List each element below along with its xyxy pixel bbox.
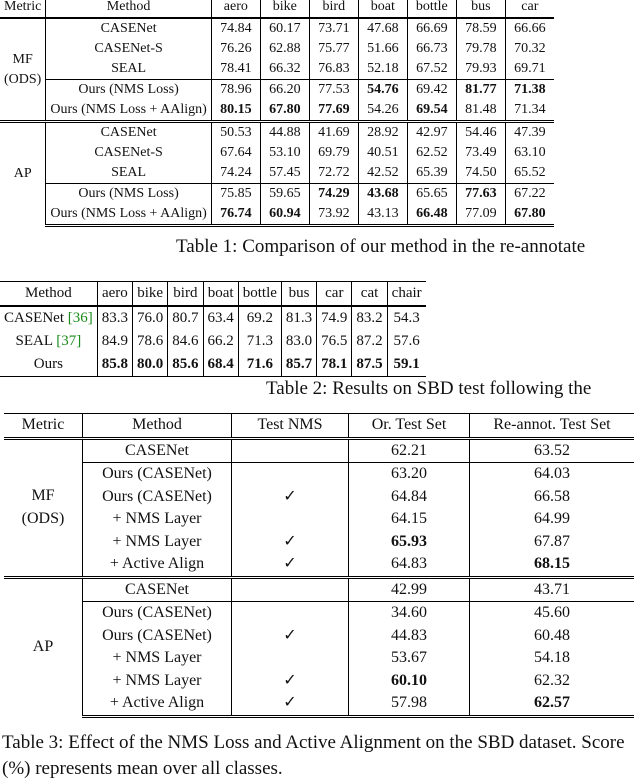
value-cell: 43.13 <box>358 204 407 226</box>
table-1-metric-cell <box>0 18 46 122</box>
citation-link[interactable]: [37] <box>56 333 82 349</box>
metric-sublabel: (ODS) <box>21 509 65 527</box>
checkmark-icon: ✓ <box>283 694 297 711</box>
value-cell: 66.66 <box>514 21 546 36</box>
value-cell: 83.2 <box>352 306 387 330</box>
table-row <box>4 463 634 486</box>
original-test-value: 53.67 <box>349 647 470 670</box>
value-cell: 51.66 <box>358 39 407 59</box>
reannotated-test-value: 43.71 <box>470 577 635 602</box>
value-cell: 70.32 <box>514 41 546 56</box>
value-cell: 74.9 <box>317 306 352 330</box>
metric-label: MF <box>12 51 33 67</box>
value-cell: 79.93 <box>456 59 505 80</box>
value-cell: 80.7 <box>168 306 203 330</box>
value-cell: 74.50 <box>456 163 505 184</box>
value-cell: 69.54 <box>407 100 456 122</box>
table-1-column-header: bike <box>260 0 309 18</box>
table-3-metric-cell <box>4 577 83 716</box>
value-cell: 71.6 <box>238 353 281 377</box>
table-1-column-header: bus <box>456 0 505 18</box>
test-nms-cell <box>232 553 349 577</box>
test-nms-cell <box>232 692 349 716</box>
method-cell: Ours (NMS Loss) <box>46 184 211 205</box>
original-test-value: 64.15 <box>349 508 470 531</box>
table-row <box>4 486 634 509</box>
value-cell: 77.53 <box>309 80 358 101</box>
value-cell: 78.1 <box>317 353 352 377</box>
table-2-column-header: Method <box>0 282 97 307</box>
value-cell: 73.92 <box>309 204 358 226</box>
value-cell: 67.52 <box>407 59 456 80</box>
method-cell: CASENet-S <box>46 39 211 59</box>
value-cell: 78.6 <box>133 330 168 353</box>
value-cell: 87.2 <box>352 330 387 353</box>
value-cell: 74.29 <box>309 184 358 205</box>
value-cell: 81.77 <box>456 80 505 101</box>
value-cell: 76.5 <box>317 330 352 353</box>
test-nms-cell <box>232 602 349 625</box>
checkmark-icon: ✓ <box>283 626 297 644</box>
value-cell: 67.22 <box>505 184 554 205</box>
metric-label: AP <box>13 166 32 182</box>
reannotated-test-value: 64.03 <box>470 463 635 486</box>
method-cell <box>0 306 97 330</box>
table-1-column-header: aero <box>211 0 260 18</box>
value-cell: 78.41 <box>211 59 260 80</box>
table-row <box>4 625 634 648</box>
table-row <box>0 204 554 226</box>
value-cell: 85.8 <box>97 353 132 377</box>
value-cell: 28.92 <box>358 122 407 144</box>
value-cell: 78.96 <box>211 80 260 101</box>
value-cell: 57.45 <box>260 163 309 184</box>
value-cell: 66.20 <box>260 80 309 101</box>
value-cell: 68.4 <box>203 353 238 377</box>
value-cell: 47.39 <box>505 122 554 144</box>
value-cell: 60.94 <box>260 204 309 226</box>
value-cell: 62.88 <box>260 39 309 59</box>
table-row <box>4 553 634 577</box>
value-cell: 76.83 <box>309 59 358 80</box>
method-cell: CASENet <box>83 438 232 463</box>
table-2-header-row <box>0 282 426 307</box>
table-1-column-header: bottle <box>407 0 456 18</box>
reannotated-test-value: 63.52 <box>534 441 570 459</box>
value-cell: 79.78 <box>456 39 505 59</box>
value-cell: 67.80 <box>505 204 554 226</box>
value-cell: 76.0 <box>133 306 168 330</box>
test-nms-cell <box>232 463 349 486</box>
original-test-value: 62.21 <box>349 438 470 463</box>
table-2-column-header: boat <box>203 282 238 307</box>
reannotated-test-value: 67.87 <box>534 532 570 550</box>
original-test-value: 64.83 <box>349 553 470 577</box>
table-3-caption: Table 3: Effect of the NMS Loss and Active Alignment on the SBD dataset. Score (%) represents mean over all classes. <box>2 732 625 779</box>
table-3-column-header: Re-annot. Test Set <box>470 414 635 439</box>
method-cell: Ours (CASENet) <box>83 625 232 648</box>
table-3-column-header: Method <box>83 414 232 439</box>
table-row <box>0 143 554 163</box>
test-nms-cell <box>232 625 349 648</box>
value-cell: 69.79 <box>309 143 358 163</box>
table-3-header-row <box>4 414 634 439</box>
value-cell: 66.73 <box>407 39 456 59</box>
method-cell: Ours (CASENet) <box>83 602 232 625</box>
reannotated-test-value: 62.32 <box>534 671 570 689</box>
table-row <box>4 508 634 531</box>
test-nms-cell <box>232 670 349 693</box>
value-cell: 65.39 <box>407 163 456 184</box>
table-row <box>0 353 426 377</box>
reannotated-test-value: 45.60 <box>470 602 635 625</box>
value-cell: 80.0 <box>133 353 168 377</box>
table-row <box>0 306 426 330</box>
method-cell: + Active Align <box>83 692 232 716</box>
table-2-column-header: cat <box>352 282 387 307</box>
value-cell: 44.88 <box>260 122 309 144</box>
table-2-caption: Table 2: Results on SBD test following the <box>266 378 592 399</box>
value-cell: 80.15 <box>211 100 260 122</box>
table-2-column-header: bird <box>168 282 203 307</box>
value-cell: 87.5 <box>352 353 387 377</box>
method-cell: Ours (CASENet) <box>83 486 232 509</box>
method-cell: CASENet <box>46 18 211 39</box>
method-cell: Ours (NMS Loss) <box>46 80 211 101</box>
value-cell: 67.64 <box>211 143 260 163</box>
table-1-column-header: car <box>505 0 554 18</box>
value-cell: 60.17 <box>260 18 309 39</box>
reannotated-test-value: 64.99 <box>534 510 570 527</box>
table-2-column-header: aero <box>97 282 132 307</box>
method-cell: + NMS Layer <box>83 670 232 693</box>
table-row <box>4 670 634 693</box>
value-cell: 42.52 <box>358 163 407 184</box>
value-cell: 67.80 <box>260 100 309 122</box>
table-row <box>4 577 634 602</box>
value-cell: 66.48 <box>407 204 456 226</box>
reannotated-test-value: 66.58 <box>534 487 570 505</box>
table-row <box>0 330 426 353</box>
metric-label: MF <box>31 487 55 504</box>
value-cell: 63.4 <box>203 306 238 330</box>
table-row <box>0 39 554 59</box>
original-test-value: 65.93 <box>349 531 470 554</box>
value-cell: 54.26 <box>358 100 407 122</box>
method-cell: SEAL <box>46 59 211 80</box>
checkmark-icon: ✓ <box>283 671 297 689</box>
value-cell: 40.51 <box>358 143 407 163</box>
table-1-column-header: Method <box>46 0 211 18</box>
table-3-column-header: Or. Test Set <box>349 414 470 439</box>
value-cell: 85.6 <box>168 353 203 377</box>
table-2 <box>0 281 426 377</box>
method-cell: SEAL <box>46 163 211 184</box>
metric-sublabel: (ODS) <box>4 71 42 87</box>
value-cell: 65.52 <box>514 165 546 180</box>
table-1-caption: Table 1: Comparison of our method in the re-annotate <box>176 236 586 257</box>
method-cell: + NMS Layer <box>83 508 232 531</box>
value-cell: 47.68 <box>358 18 407 39</box>
method-cell: CASENet-S <box>46 143 211 163</box>
value-cell: 69.42 <box>407 80 456 101</box>
value-cell: 66.2 <box>203 330 238 353</box>
table-row <box>0 122 554 144</box>
table-row <box>4 647 634 670</box>
value-cell: 76.26 <box>211 39 260 59</box>
method-name: SEAL <box>15 333 53 349</box>
citation-link[interactable]: [36] <box>67 310 93 326</box>
value-cell: 83.3 <box>97 306 132 330</box>
value-cell: 75.85 <box>211 184 260 205</box>
method-cell: Ours (CASENet) <box>83 463 232 486</box>
method-cell: CASENet <box>83 577 232 602</box>
value-cell: 54.76 <box>358 80 407 101</box>
value-cell: 76.74 <box>211 204 260 226</box>
reannotated-test-value: 60.48 <box>534 626 570 644</box>
value-cell: 81.3 <box>281 306 316 330</box>
table-1-column-header: boat <box>358 0 407 18</box>
value-cell: 71.38 <box>505 80 554 101</box>
value-cell: 43.68 <box>358 184 407 205</box>
table-row <box>0 163 554 184</box>
value-cell: 59.1 <box>387 353 425 377</box>
table-row <box>4 531 634 554</box>
value-cell: 75.77 <box>309 39 358 59</box>
value-cell: 81.48 <box>456 100 505 122</box>
original-test-value: 63.20 <box>349 463 470 486</box>
value-cell: 77.09 <box>456 204 505 226</box>
value-cell: 77.69 <box>309 100 358 122</box>
method-name: CASENet <box>4 310 64 326</box>
value-cell: 42.97 <box>407 122 456 144</box>
table-row <box>4 692 634 716</box>
table-3-column-header: Test NMS <box>232 414 349 439</box>
checkmark-icon: ✓ <box>283 487 297 505</box>
table-1 <box>0 0 554 227</box>
method-cell: + NMS Layer <box>83 647 232 670</box>
table-1-header-row <box>0 0 554 18</box>
table-row <box>4 602 634 625</box>
table-2-column-header: bike <box>133 282 168 307</box>
reannotated-test-value: 54.18 <box>534 649 570 666</box>
value-cell: 59.65 <box>260 184 309 205</box>
original-test-value: 44.83 <box>349 625 470 648</box>
table-2-column-header: car <box>317 282 352 307</box>
value-cell: 53.10 <box>260 143 309 163</box>
value-cell: 65.65 <box>407 184 456 205</box>
table-2-column-header: bus <box>281 282 316 307</box>
reannotated-test-value: 62.57 <box>470 692 635 716</box>
method-cell: Ours (NMS Loss + AAlign) <box>46 100 211 122</box>
test-nms-cell <box>232 647 349 670</box>
value-cell: 54.3 <box>393 310 420 326</box>
value-cell: 71.3 <box>238 330 281 353</box>
value-cell: 84.9 <box>97 330 132 353</box>
test-nms-cell <box>232 508 349 531</box>
original-test-value: 64.84 <box>349 486 470 509</box>
table-2-column-header: bottle <box>238 282 281 307</box>
value-cell: 50.53 <box>211 122 260 144</box>
value-cell: 73.49 <box>456 143 505 163</box>
reannotated-test-value: 68.15 <box>534 555 570 572</box>
metric-label: AP <box>32 638 54 655</box>
value-cell: 74.84 <box>211 18 260 39</box>
method-name: Ours <box>33 356 63 372</box>
table-3-column-header: Metric <box>4 414 83 439</box>
table-row <box>0 18 554 39</box>
original-test-value: 57.98 <box>349 692 470 716</box>
table-1-column-header: bird <box>309 0 358 18</box>
value-cell: 52.18 <box>358 59 407 80</box>
method-cell: CASENet <box>46 122 211 144</box>
method-cell <box>0 330 97 353</box>
test-nms-cell <box>232 486 349 509</box>
value-cell: 78.59 <box>456 18 505 39</box>
value-cell: 54.46 <box>456 122 505 144</box>
checkmark-icon: ✓ <box>283 555 297 572</box>
value-cell: 74.24 <box>211 163 260 184</box>
original-test-value: 60.10 <box>349 670 470 693</box>
table-1-column-header: Metric <box>0 0 46 18</box>
value-cell: 66.69 <box>407 18 456 39</box>
table-2-column-header: chair <box>387 282 425 307</box>
value-cell: 73.71 <box>309 18 358 39</box>
table-row <box>0 59 554 80</box>
table-row <box>0 80 554 101</box>
table-row <box>0 100 554 122</box>
table-1-metric-cell <box>0 122 46 226</box>
method-cell <box>0 353 97 377</box>
value-cell: 84.6 <box>168 330 203 353</box>
test-nms-cell <box>232 438 349 463</box>
value-cell: 69.71 <box>514 61 546 76</box>
value-cell: 83.0 <box>281 330 316 353</box>
original-test-value: 42.99 <box>349 577 470 602</box>
method-cell: + Active Align <box>83 553 232 577</box>
value-cell: 57.6 <box>393 333 420 349</box>
value-cell: 66.32 <box>260 59 309 80</box>
checkmark-icon: ✓ <box>283 532 297 550</box>
table-3-metric-cell <box>4 438 83 577</box>
method-cell: Ours (NMS Loss + AAlign) <box>46 204 211 226</box>
value-cell: 41.69 <box>309 122 358 144</box>
table-row <box>4 438 634 463</box>
value-cell: 69.2 <box>238 306 281 330</box>
value-cell: 72.72 <box>309 163 358 184</box>
value-cell: 71.34 <box>514 102 546 117</box>
table-3 <box>4 413 634 718</box>
value-cell: 85.7 <box>281 353 316 377</box>
value-cell: 63.10 <box>514 145 546 160</box>
test-nms-cell <box>232 531 349 554</box>
method-cell: + NMS Layer <box>83 531 232 554</box>
table-row <box>0 184 554 205</box>
original-test-value: 34.60 <box>349 602 470 625</box>
value-cell: 62.52 <box>407 143 456 163</box>
test-nms-cell <box>232 577 349 602</box>
value-cell: 77.63 <box>456 184 505 205</box>
